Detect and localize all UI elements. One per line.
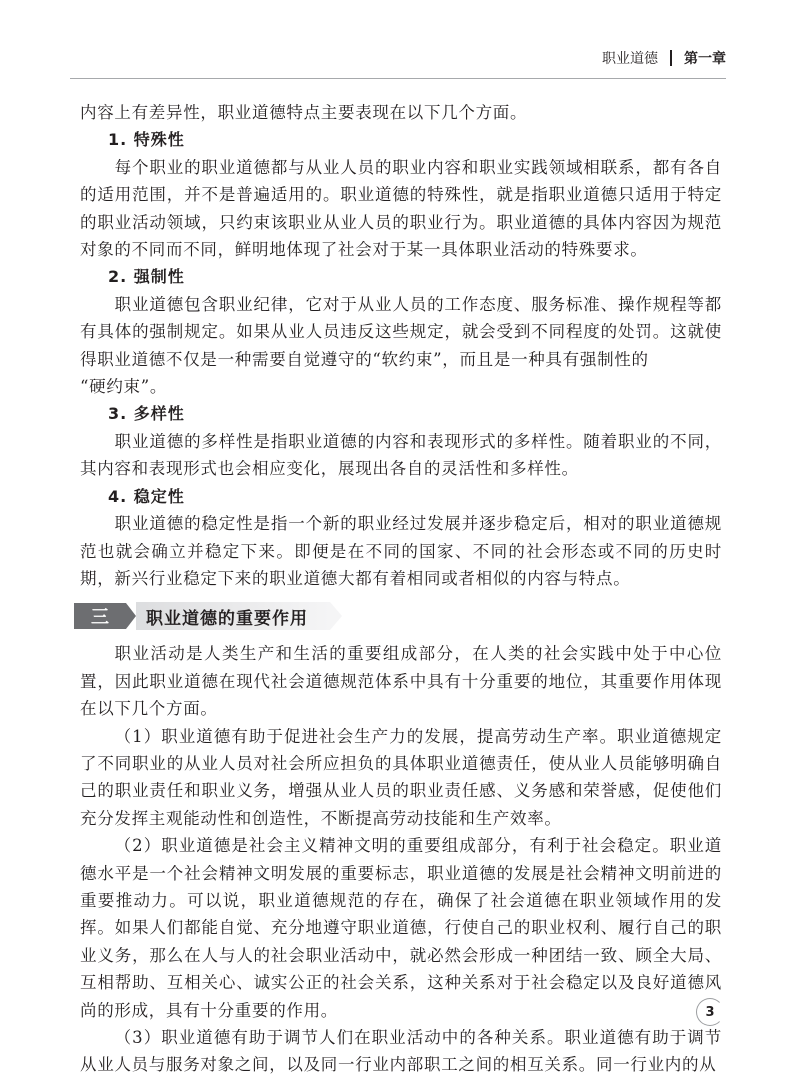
book-title: 职业道德	[602, 51, 658, 67]
paragraph-diversity: 职业道德的多样性是指职业道德的内容和表现形式的多样性。随着职业的不同，其内容和表现形式也会相应变化，展现出各自的灵活性和多样性。	[80, 431, 722, 479]
point-paragraph-3: （3）职业道德有助于调节人们在职业活动中的各种关系。职业道德有助于调节从业人员与服务对象之间，以及同一行业内部职工之间的相互关系。同一行业内的从	[80, 1028, 722, 1075]
paragraph-specificity: 每个职业的职业道德都与从业人员的职业内容和职业实践领域相联系，都有各自的适用范围，并不是普遍适用的。职业道德的特殊性，就是指职业道德只适用于特定的职业活动领域，只约束该职业从业人员的职业行为。职业道德的具体内容因为规范对象的不同而不同，鲜明地体现了社会对于某一具体职业活动的特殊要求。	[80, 157, 722, 260]
subheading-specificity: 1. 特殊性	[108, 130, 185, 150]
running-head	[602, 46, 726, 70]
section-heading	[74, 597, 722, 635]
subheading-diversity: 3. 多样性	[108, 404, 185, 424]
header-divider	[670, 50, 672, 66]
header-rule	[70, 78, 726, 79]
paragraph-mandatory: 职业道德包含职业纪律，它对于从业人员的工作态度、服务标准、操作规程等都有具体的强制规定。如果从业人员违反这些规定，就会受到不同程度的处罚。这就使得职业道德不仅是一种需要自觉遵守的“软约束”，而且是一种具有强制性的	[80, 294, 722, 369]
page-body	[80, 99, 722, 1079]
subheading-mandatory: 2. 强制性	[108, 267, 185, 287]
section-number-badge	[74, 603, 126, 629]
section-title-banner	[136, 602, 330, 630]
point-paragraph-1: （1）职业道德有助于促进社会生产力的发展，提高劳动生产率。职业道德规定了不同职业的从业人员对社会所应担负的具体职业道德责任，使从业人员能够明确自己的职业责任和职业义务，增强从业人员的职业责任感、义务感和荣誉感，促使他们充分发挥主观能动性和创造性，不断提高劳动技能和生产效率。	[80, 726, 722, 828]
page-number: 3	[696, 998, 724, 1026]
section-number: 三	[91, 607, 109, 629]
point-paragraph-2: （2）职业道德是社会主义精神文明的重要组成部分，有利于社会稳定。职业道德水平是一个社会精神文明发展的重要标志，职业道德的发展是社会精神文明前进的重要推动力。可以说，职业道德规范的存在，确保了社会道德在职业领域作用的发挥。如果人们都能自觉、充分地遵守职业道德，行使自己的职业权利、履行自己的职业义务，那么在人与人的社会职业活动中，就必然会形成一种团结一致、顾全大局、互相帮助、互相关心、诚实公正的社会关系，这种关系对于社会稳定以及良好道德风尚的形成，具有十分重要的作用。	[80, 836, 722, 1020]
intro-paragraph: 内容上有差异性，职业道德特点主要表现在以下几个方面。	[80, 103, 528, 122]
subheading-stability: 4. 稳定性	[108, 486, 185, 506]
section-title: 职业道德的重要作用	[146, 608, 308, 629]
paragraph-mandatory-continued: “硬约束”。	[80, 377, 168, 397]
section-intro-paragraph: 职业活动是人类生产和生活的重要组成部分，在人类的社会实践中处于中心位置，因此职业道德在现代社会道德规范体系中具有十分重要的地位，其重要作用体现在以下几个方面。	[80, 644, 722, 719]
chapter-label: 第一章	[684, 51, 726, 67]
paragraph-stability: 职业道德的稳定性是指一个新的职业经过发展并逐步稳定后，相对的职业道德规范也就会确立并稳定下来。即便是在不同的国家、不同的社会形态或不同的历史时期，新兴行业稳定下来的职业道德大都有着相同或者相似的内容与特点。	[80, 514, 722, 588]
